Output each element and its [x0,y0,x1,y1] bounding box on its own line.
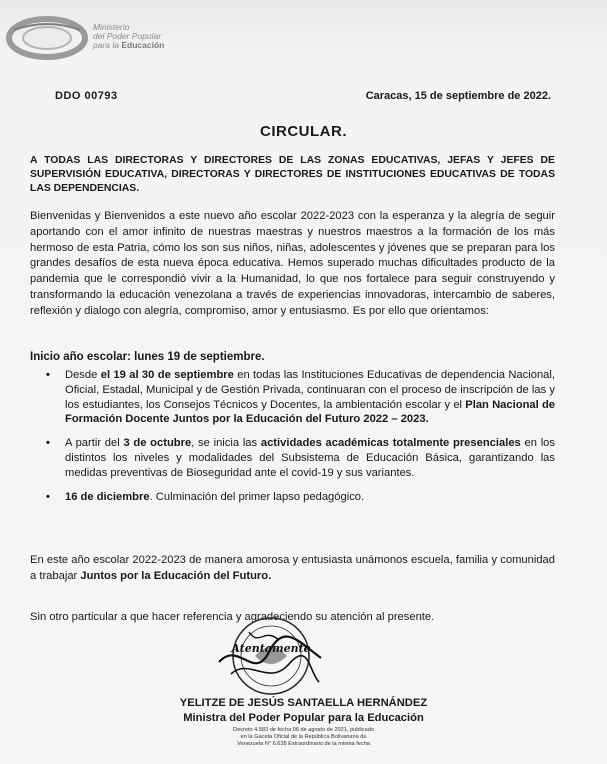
ministry-name [93,23,164,50]
closing-line: Sin otro particular a que hacer referencia y agradeciendo su atención al presente. [30,611,435,623]
ministry-line-3-strong: Educación [121,40,165,50]
bullet-icon: • [46,490,50,503]
bullet-icon: • [46,437,50,450]
document-title: CIRCULAR. [260,123,347,140]
bold-run: el 19 al 30 de septiembre [100,369,234,381]
school-start-heading: Inicio año escolar: lunes 19 de septiembre. [30,351,265,363]
text-run: Desde [65,369,101,381]
addressee-block: A TODAS LAS DIRECTORAS Y DIRECTORES DE LAS ZONAS EDUCATIVAS, JEFAS Y JEFES DE SUPERVISIÓN EDUCATIVA, DIRECTORAS Y DIRECTORES DE INSTITUCIONES EDUCATIVAS DE TODAS LAS DEPENDENCIAS. [30,155,555,194]
bold-run: Juntos por la Educación del Futuro. [80,569,272,582]
decree-line: en la Gaceta Oficial de la República Bolivariana de [240,734,367,740]
bold-run: Plan Nacional de Formación Docente Juntos por la Educación del Futuro 2022 – 2023. [65,398,555,426]
bold-run: actividades académicas totalmente presenciales [260,437,521,450]
orientation-list [36,368,555,504]
list-item [36,368,555,427]
decree-line: Decreto 4.583 de fecha 06 de agosto de 2021, publicado [233,727,374,733]
document-reference: DDO 00793 [55,90,118,102]
signer-role: Ministra del Poder Popular para la Educación [183,712,424,724]
bold-run: 16 de diciembre [65,490,150,503]
official-seal-icon [209,612,329,702]
stamp-word: Atentamente [231,642,311,655]
ministry-line-3-prefix: para la [93,40,119,50]
text-run: , se inicia las [191,437,261,450]
ministry-logo [6,16,196,60]
ministry-line-2: del Poder Popular [93,31,162,41]
text-run: en todas las Instituciones Educativas de dependencia Nacional, Oficial, Estadal, Municipal y de Gestión Privada, continuaran con el proceso de inscripción de las y los estudiantes, los Consejos Técnicos y Docentes, la ambientación escolar y el [65,369,555,411]
signer-name: YELITZE DE JESÚS SANTAELLA HERNÁNDEZ [179,697,428,709]
bold-run: 3 de octubre [123,437,192,450]
ministry-line-1: Ministerio [93,22,130,32]
intro-paragraph: Bienvenidas y Bienvenidos a este nuevo año escolar 2022-2023 con la esperanza y la alegría de seguir aportando con el amor infinito de nuestras maestras y nuestros maestros a la formación de los más hermoso de esta Patria, cómo los son sus niños, niñas, adolescentes y jóvenes que se preparan para los grandes desafíos de esta nueva época educativa. Hemos superado muchas dificultades producto de la pandemia que le correspondió vivir a la Humanidad, lo que nos fortalece para seguir construyendo y transformando la educación venezolana a través de experiencias innovadoras, intercambio de saberes, reflexión y dialogo con alegría, compromiso, amor y entusiasmo. Es por ello que orientamos: [30,210,555,317]
text-run: en los distintos los niveles y modalidades del Subsistema de Educación Básica, garantizando las medidas preventivas de Bioseguridad ante el covid-19 y sus variantes. [65,437,555,479]
decree-note [0,727,607,748]
list-item [36,436,555,480]
ministry-line-3 [93,41,164,50]
list-item [36,490,555,505]
place-date: Caracas, 15 de septiembre de 2022. [365,90,551,102]
text-run: En este año escolar 2022-2023 de manera amorosa y entusiasta unámonos escuela, familia y comunidad a trabajar [30,554,555,582]
decree-line: Venezuela N° 6.638 Extraordinario de la misma fecha [237,741,370,747]
ministry-emblem-icon [6,16,88,60]
text-run: . Culminación del primer lapso pedagógico. [149,490,365,503]
text-run: A partir del [65,437,124,450]
bullet-icon: • [46,369,50,381]
closing-paragraph [30,553,555,585]
